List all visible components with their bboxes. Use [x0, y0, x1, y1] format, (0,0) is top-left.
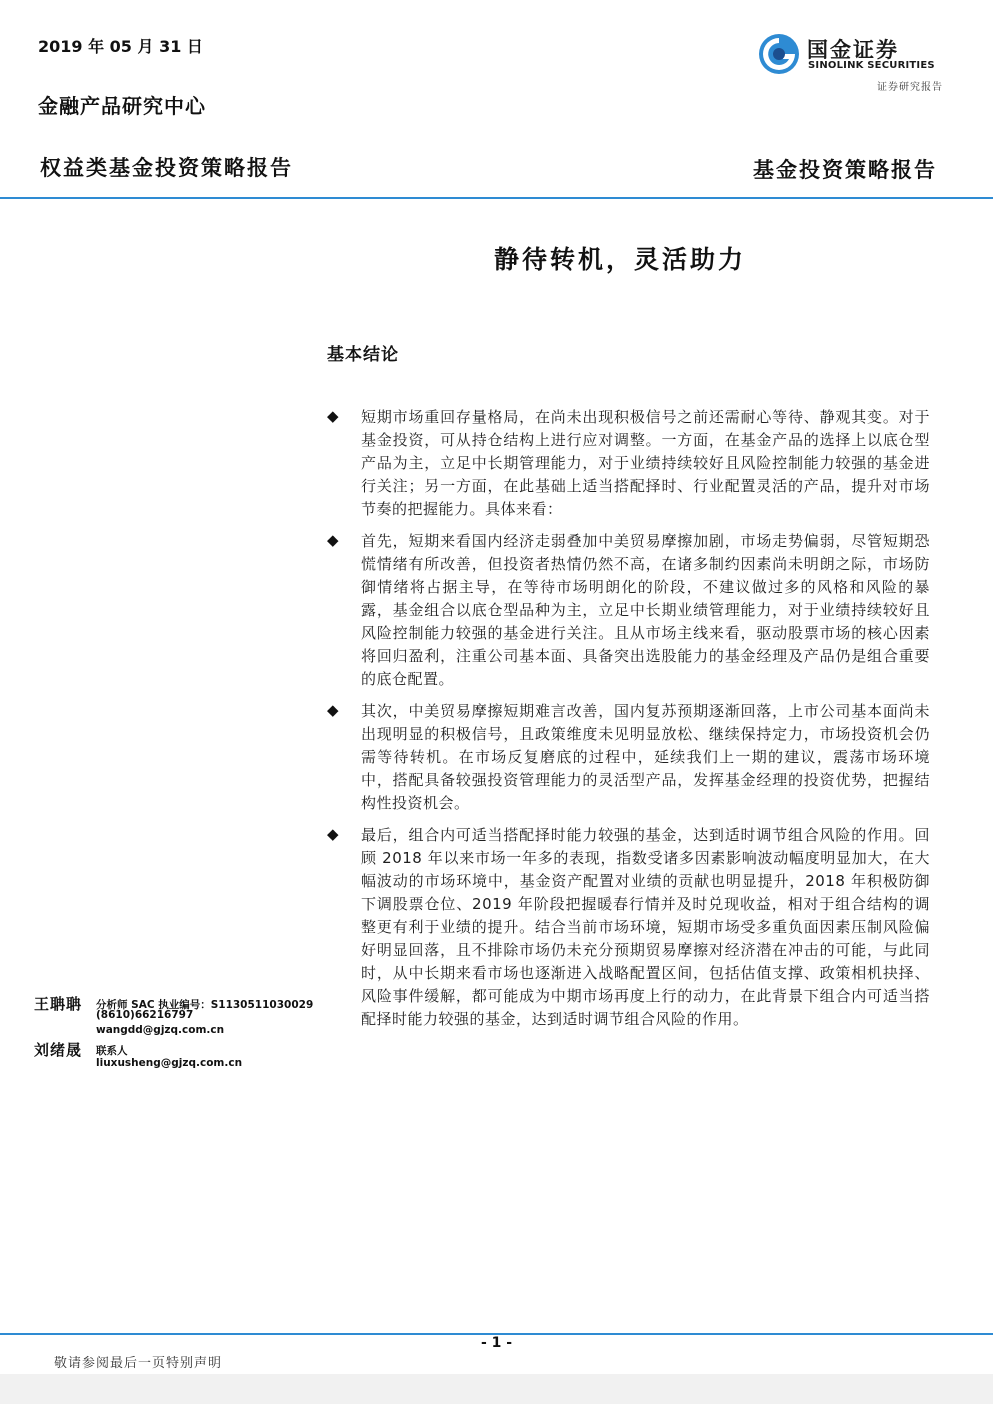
- section-heading: 基本结论: [327, 345, 399, 365]
- report-title: 静待转机，灵活助力: [494, 245, 747, 274]
- analyst-name: 王聃聃: [34, 995, 83, 1013]
- disclaimer-note: 敬请参阅最后一页特别声明: [54, 1356, 223, 1371]
- page-number: - 1 -: [480, 1335, 513, 1351]
- bullet-text: 短期市场重回存量格局，在尚未出现积极信号之前还需耐心等待、静观其变。对于基金投资，可从持仓结构上进行应对调整。一方面，在基金产品的选择上以底仓型产品为主，立足中长期管理能力，对于业绩持续较好且风险控制能力较强的基金进行关注；另一方面，在此基础上适当搭配择时、行业配置灵活的产品，提升对市场节奏的把握能力。具体来看：: [361, 408, 930, 518]
- page-bottom-band: [0, 1374, 993, 1404]
- diamond-bullet-icon: ◆: [327, 531, 339, 549]
- report-date: 2019 年 05 月 31 日: [38, 37, 203, 56]
- company-logo: [757, 32, 943, 76]
- logo-name-en: SINOLINK SECURITIES: [808, 60, 935, 71]
- header-divider: [0, 197, 993, 199]
- analyst-email[interactable]: wangdd@gjzq.com.cn: [96, 1024, 225, 1036]
- list-item: [325, 824, 930, 1031]
- diamond-bullet-icon: ◆: [327, 701, 339, 719]
- diamond-bullet-icon: ◆: [327, 407, 339, 425]
- analyst-title: 分析师 SAC 执业编号：S1130511030029: [96, 999, 314, 1011]
- report-type-right: 基金投资策略报告: [753, 158, 937, 182]
- logo-subtitle: 证券研究报告: [877, 82, 943, 93]
- analyst-phone: (8610)66216797: [96, 1009, 194, 1021]
- contact-title: 联系人: [96, 1045, 128, 1057]
- bullet-text: 首先，短期来看国内经济走弱叠加中美贸易摩擦加剧，市场走势偏弱，尽管短期恐慌情绪有所改善，但投资者热情仍然不高，在诸多制约因素尚未明朗之际，市场防御情绪将占据主导，在等待市场明朗化的阶段，不建议做过多的风格和风险的暴露，基金组合以底仓型品种为主，立足中长期业绩管理能力，对于业绩持续较好且风险控制能力较强的基金进行关注。且从市场主线来看，驱动股票市场的核心因素将回归盈利，注重公司基本面、具备突出选股能力的基金经理及产品仍是组合重要的底仓配置。: [361, 532, 930, 688]
- contact-name: 刘绪晟: [34, 1041, 83, 1059]
- contact-email[interactable]: liuxusheng@gjzq.com.cn: [96, 1057, 243, 1069]
- list-item: [325, 700, 930, 815]
- diamond-bullet-icon: ◆: [327, 825, 339, 843]
- department-name: 金融产品研究中心: [38, 94, 206, 118]
- list-item: [325, 530, 930, 691]
- list-item: [325, 406, 930, 521]
- conclusion-list: [325, 406, 930, 1040]
- report-type-left: 权益类基金投资策略报告: [40, 156, 293, 180]
- bullet-text: 最后，组合内可适当搭配择时能力较强的基金，达到适时调节组合风险的作用。回顾 2018 年以来市场一年多的表现，指数受诸多因素影响波动幅度明显加大，在大幅波动的市场环境中，基金资产配置对业绩的贡献也明显提升，2018 年积极防御下调股票仓位、2019 年阶段把握暖春行情并及时兑现收益，相对于组合结构的调整更有利于业绩的提升。结合当前市场环境，短期市场受多重负面因素压制风险偏好明显回落，且不排除市场仍未充分预期贸易摩擦对经济潜在冲击的可能，与此同时，从中长期来看市场也逐渐进入战略配置区间，包括估值支撑、政策相机抉择、风险事件缓解，都可能成为中期市场再度上行的动力，在此背景下组合内可适当搭配择时能力较强的基金，达到适时调节组合风险的作用。: [361, 826, 930, 1028]
- logo-name-cn: 国金证券: [807, 38, 899, 62]
- bullet-text: 其次，中美贸易摩擦短期难言改善，国内复苏预期逐渐回落，上市公司基本面尚未出现明显的积极信号，且政策维度未见明显放松、继续保持定力，市场投资机会仍需等待转机。在市场反复磨底的过程中，延续我们上一期的建议，震荡市场环境中，搭配具备较强投资管理能力的灵活型产品，发挥基金经理的投资优势，把握结构性投资机会。: [361, 702, 930, 812]
- sinolink-logo-icon: [757, 32, 801, 76]
